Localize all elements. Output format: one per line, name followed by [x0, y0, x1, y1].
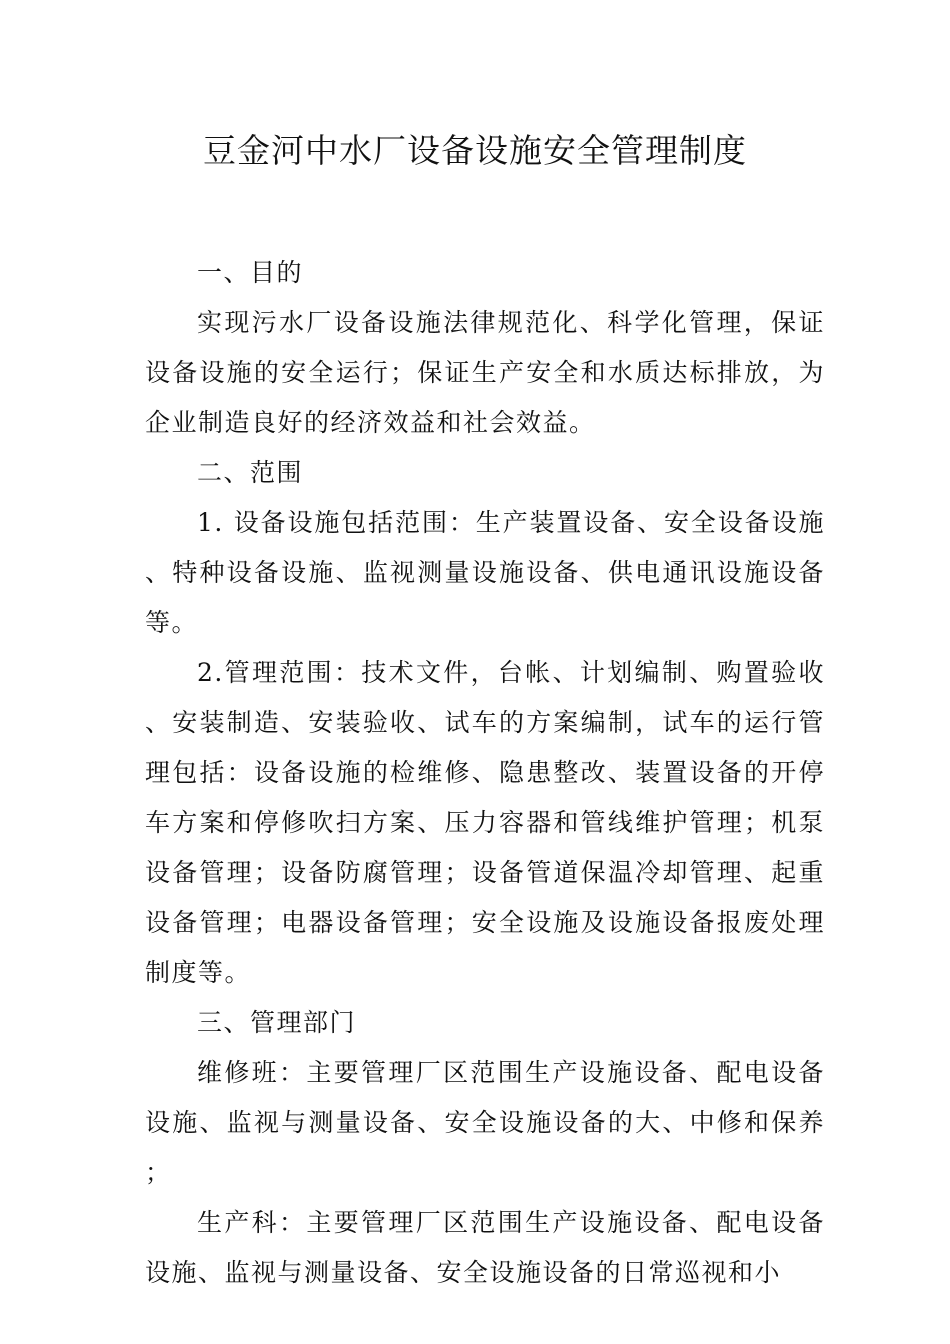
paragraph-purpose: 实现污水厂设备设施法律规范化、科学化管理，保证设备设施的安全运行；保证生产安全和水质达标排放，为企业制造良好的经济效益和社会效益。: [145, 308, 825, 437]
paragraph-production-dept: 生产科：主要管理厂区范围生产设施设备、配电设备设施、监视与测量设备、安全设施设备的日常巡视和小: [145, 1208, 825, 1287]
document-body: [145, 248, 825, 1298]
paragraph-maintenance-team: 维修班：主要管理厂区范围生产设施设备、配电设备设施、监视与测量设备、安全设施设备的大、中修和保养；: [145, 1058, 825, 1187]
document-title: 豆金河中水厂设备设施安全管理制度: [203, 131, 747, 170]
section-heading-purpose: 一、目的: [197, 258, 304, 287]
section-heading-departments: 三、管理部门: [197, 1008, 357, 1037]
paragraph-scope-1: 1. 设备设施包括范围：生产装置设备、安全设备设施、特种设备设施、监视测量设施设备、供电通讯设施设备等。: [145, 508, 825, 637]
section-heading-scope: 二、范围: [197, 458, 304, 487]
paragraph-scope-2: 2.管理范围：技术文件，台帐、计划编制、购置验收、安装制造、安装验收、试车的方案编制，试车的运行管理包括：设备设施的检维修、隐患整改、装置设备的开停车方案和停修吹扫方案、压力容器和管线维护管理；机泵设备管理；设备防腐管理；设备管道保温冷却管理、起重设备管理；电器设备管理；安全设施及设施设备报废处理制度等。: [145, 658, 825, 987]
